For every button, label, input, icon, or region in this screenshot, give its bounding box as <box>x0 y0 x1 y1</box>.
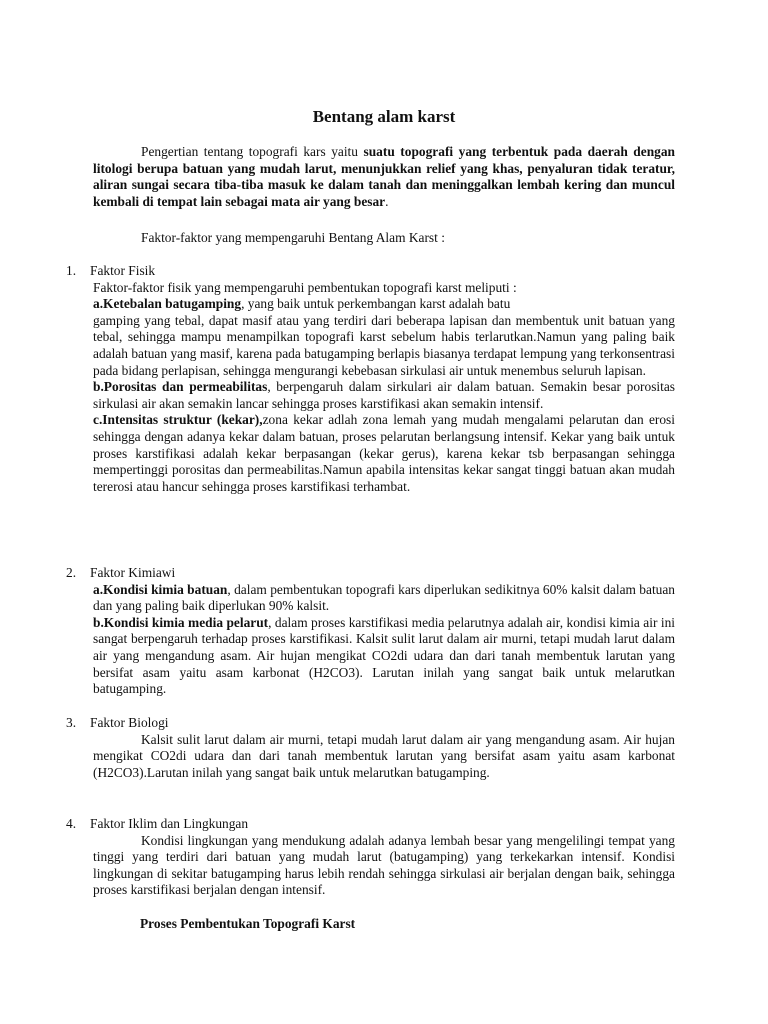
section-heading <box>66 816 675 833</box>
section-lead: Faktor-faktor fisik yang mempengaruhi pembentukan topografi karst meliputi : <box>93 279 517 295</box>
item-ketebalan-cont: gamping yang tebal, dapat masif atau yang terdiri dari beberapa lapisan dan membentuk unit batuan yang tebal, sehingga mampu menampilkan topografi karst sebelum habis terlarutkan.Namun yang paling baik adalah batuan yang masif, karena pada batugamping berlapis biasanya terdapat lempung yang terkonsentrasi pada bidang perlapisan, sehingga mengurangi kebebasan sirkulasi air untuk menembus seluruh lapisan. <box>93 312 675 378</box>
factors-intro <box>93 230 675 247</box>
item-label: a.Ketebalan batugamping <box>93 296 242 312</box>
section-heading <box>66 715 675 732</box>
section-title: Faktor Biologi <box>90 715 169 730</box>
section-paragraph-text: Kalsit sulit larut dalam air murni, tetapi mudah larut dalam air yang mengandung asam. Air hujan mengikat CO2di udara dan dari tanah membentuk larutan yang bersifat asam yaitu asam karbonat (H2CO3).Larutan inilah yang sangat baik untuk melarutkan batugamping. <box>93 731 675 780</box>
section-heading <box>66 565 675 582</box>
item-label: c.Intensitas struktur (kekar), <box>93 412 263 428</box>
closing-heading: Proses Pembentukan Topografi Karst <box>140 916 356 931</box>
section-body <box>93 732 675 782</box>
item-label: b.Kondisi kimia media pelarut <box>93 614 269 630</box>
intro-end: . <box>385 193 389 209</box>
intro-paragraph <box>93 144 675 210</box>
item-porositas <box>93 379 675 412</box>
item-text: , yang baik untuk perkembangan karst adalah batu <box>241 296 511 312</box>
section-number: 1. <box>66 263 77 278</box>
section-body <box>93 582 675 698</box>
item-kimia-batuan <box>93 582 675 615</box>
section-paragraph-text: Kondisi lingkungan yang mendukung adalah adanya lembah besar yang mengelilingi tempat yang tinggi yang terdiri dari batuan yang mudah larut (batugamping) yang terkekarkan intensif. Kondisi lingkungan di sekitar batugamping harus lebih rendah sehingga sirkulasi air berjalan dengan baik, sehingga proses karstifikasi berjalan dengan intensif. <box>93 832 675 898</box>
item-ketebalan <box>93 296 675 313</box>
item-text: , dalam proses karstifikasi media pelarutnya adalah air, kondisi kimia air ini sangat berpengaruh terhadap proses karstifikasi. Kalsit sulit larut dalam air murni, tetapi mudah larut dalam air yang mengandung asam. Air hujan mengikat CO2di udara dan dari tanah membentuk larutan yang bersifat asam yaitu asam karbonat (H2CO3). Larutan inilah yang sangat baik untuk melarutkan batugamping. <box>93 614 675 697</box>
intro-definition: suatu topografi yang terbentuk pada daerah dengan litologi berupa batuan yang mudah larut, menunjukkan relief yang khas, penyaluran tidak teratur, aliran sungai secara tiba-tiba masuk ke dalam tanah dan meninggalkan lembah kering dan muncul kembali di tempat lain sebagai mata air yang besar <box>93 144 675 209</box>
section-title: Faktor Iklim dan Lingkungan <box>90 816 249 831</box>
section-faktor-iklim <box>66 816 675 899</box>
section-heading <box>66 263 675 280</box>
section-title: Faktor Fisik <box>90 263 156 278</box>
section-body <box>93 833 675 899</box>
document-title: Bentang alam karst <box>312 107 456 126</box>
section-faktor-fisik <box>66 263 675 495</box>
item-text: zona kekar adlah zona lemah yang mudah mengalami pelarutan dan erosi sehingga dengan adanya kekar dalam batuan, proses pelarutan berlangsung intensif. Kekar yang baik untuk proses karstifikasi adalah kekar berpasangan (kekar gerus), karena kekar tsb berpasangan sehingga mempertinggi porositas dan permeabilitas.Namun apabila intensitas kekar sangat tinggi batuan akan mudah tererosi atau hancur sehingga proses karstifikasi terhambat. <box>93 412 675 494</box>
item-label: a.Kondisi kimia batuan <box>93 581 228 597</box>
section-body <box>93 280 675 496</box>
item-text: , dalam pembentukan topografi kars diperlukan sedikitnya 60% kalsit dalam batuan dan yang paling baik diperlukan 90% kalsit. <box>93 581 675 614</box>
section-faktor-kimiawi <box>66 565 675 698</box>
section-paragraph <box>93 833 675 899</box>
section-number: 4. <box>66 816 77 831</box>
section-paragraph <box>93 732 675 782</box>
section-faktor-biologi <box>66 715 675 781</box>
section-number: 3. <box>66 715 77 730</box>
section-number: 2. <box>66 565 77 580</box>
section-title: Faktor Kimiawi <box>90 565 176 580</box>
item-intensitas <box>93 412 675 495</box>
item-media-pelarut <box>93 615 675 698</box>
item-label: b.Porositas dan permeabilitas <box>93 379 268 395</box>
intro-lead: Pengertian tentang topografi kars yaitu <box>141 144 364 159</box>
item-text: , berpengaruh dalam sirkulari air dalam batuan. Semakin besar porositas sirkulasi air akan semakin lancar sehingga proses karstifikasi akan semakin intensif. <box>93 379 675 411</box>
factors-intro-text: Faktor-faktor yang mempengaruhi Bentang Alam Karst : <box>141 230 445 245</box>
